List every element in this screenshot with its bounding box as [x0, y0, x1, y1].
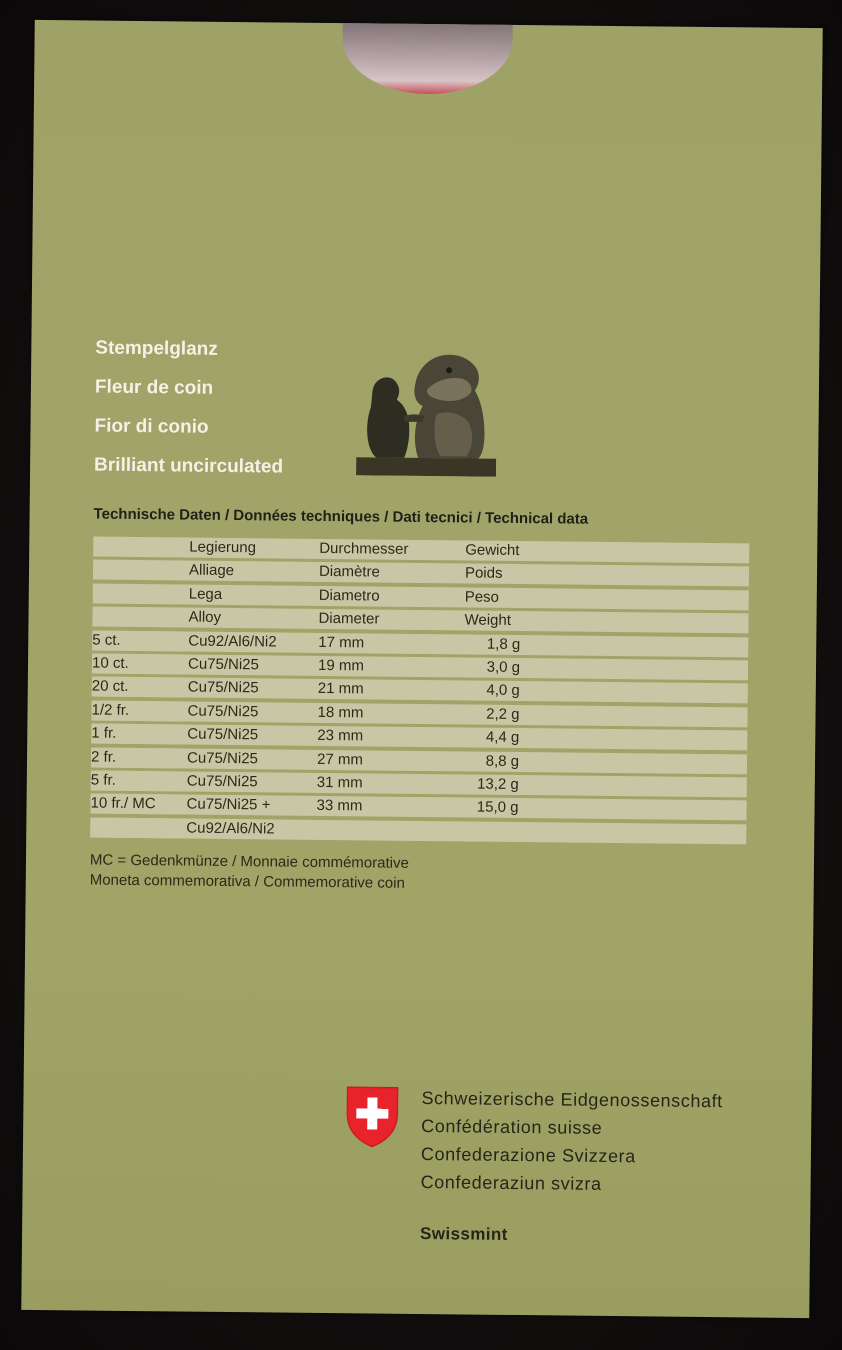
confederation-names	[420, 1084, 723, 1199]
table-cell: Lega	[188, 585, 223, 603]
confederation-fr: Confédération suisse	[421, 1116, 603, 1138]
table-row	[92, 630, 748, 657]
table-cell: 19 mm	[317, 656, 364, 675]
table-cell: Cu75/Ni25	[187, 725, 259, 744]
table-cell: 1 fr.	[91, 724, 187, 745]
table-header-row	[93, 560, 749, 587]
coin-set-folder-back	[21, 20, 822, 1318]
table-cell: Gewicht	[465, 541, 520, 560]
table-cell: Weight	[464, 611, 512, 630]
footnote-line: MC = Gedenkmünze / Monnaie commémorative	[89, 851, 409, 872]
table-cell: 18 mm	[317, 703, 364, 722]
table-cell: 13,2 g	[476, 775, 519, 793]
table-cell: 8,8 g	[485, 752, 520, 770]
table-row	[91, 700, 747, 727]
table-cell: 21 mm	[317, 680, 364, 698]
table-cell: Cu75/Ni25	[187, 655, 260, 674]
technical-data-table	[90, 537, 749, 848]
table-cell: Cu75/Ni25	[187, 702, 259, 721]
table-row	[91, 770, 747, 797]
table-cell: Alliage	[188, 561, 235, 580]
table-cell	[90, 817, 186, 838]
swiss-cross-shield-icon	[343, 1083, 402, 1150]
grade-de: Stempelglanz	[95, 337, 218, 360]
table-row	[90, 794, 746, 821]
table-cell: 2,2 g	[486, 705, 520, 723]
confederation-de: Schweizerische Eidgenossenschaft	[421, 1088, 723, 1112]
table-cell: Cu75/Ni25	[186, 772, 258, 791]
table-cell: Cu75/Ni25	[187, 678, 259, 697]
mint-name: Swissmint	[419, 1224, 508, 1244]
table-cell: 3,0 g	[486, 658, 521, 676]
table-cell: 5 ct.	[92, 630, 188, 651]
table-cell: 4,0 g	[486, 682, 520, 700]
marmot-photo-icon	[356, 329, 498, 476]
table-row	[92, 677, 748, 704]
table-cell: Alloy	[188, 608, 222, 627]
table-cell: 1/2 fr.	[91, 700, 187, 721]
table-cell: Poids	[464, 564, 503, 583]
table-cell: 31 mm	[316, 773, 363, 792]
table-row	[91, 747, 747, 774]
grade-fr: Fleur de coin	[94, 376, 214, 399]
table-cell	[462, 821, 518, 822]
table-header-row	[92, 607, 748, 634]
table-header-row	[93, 583, 749, 610]
table-cell: 4,4 g	[485, 728, 520, 747]
table-cell: 23 mm	[317, 727, 364, 745]
table-row	[90, 817, 746, 844]
table-cell: Cu75/Ni25	[186, 749, 259, 767]
table-cell: 15,0 g	[476, 798, 519, 817]
table-cell: 10 fr./ MC	[90, 794, 186, 815]
grade-en: Brilliant uncirculated	[94, 454, 284, 478]
footnote	[90, 851, 409, 894]
footnote-line: Moneta commemorativa / Commemorative coin	[89, 871, 405, 892]
technical-data-heading: Technische Daten / Données techniques / Dati tecnici / Technical data	[93, 505, 589, 528]
table-row	[91, 724, 747, 751]
table-cell: 5 fr.	[91, 770, 187, 791]
table-row	[92, 653, 748, 680]
quality-grades	[94, 329, 285, 487]
table-cell: 17 mm	[318, 633, 365, 651]
table-cell: Durchmesser	[319, 539, 409, 558]
table-cell: Diamètre	[318, 563, 380, 581]
grade-it: Fior di conio	[94, 415, 209, 438]
table-cell: Diametro	[318, 586, 380, 605]
table-cell: 27 mm	[316, 750, 363, 768]
confederation-it: Confederazione Svizzera	[420, 1144, 636, 1167]
table-cell: 1,8 g	[486, 635, 521, 653]
table-cell: Cu75/Ni25 +	[186, 795, 271, 814]
table-cell: Cu92/Al6/Ni2	[186, 819, 275, 838]
table-cell: 2 fr.	[91, 747, 187, 768]
table-header-row	[93, 537, 749, 564]
table-cell: Diameter	[318, 610, 380, 628]
table-cell: 20 ct.	[92, 677, 188, 698]
table-cell: Cu92/Al6/Ni2	[188, 632, 277, 651]
table-cell: 33 mm	[316, 797, 363, 815]
table-cell: Peso	[464, 588, 500, 606]
thumb-notch	[342, 20, 513, 95]
table-cell: Legierung	[189, 538, 257, 557]
confederation-rm: Confederaziun svizra	[420, 1172, 602, 1194]
table-cell: 10 ct.	[92, 653, 188, 674]
